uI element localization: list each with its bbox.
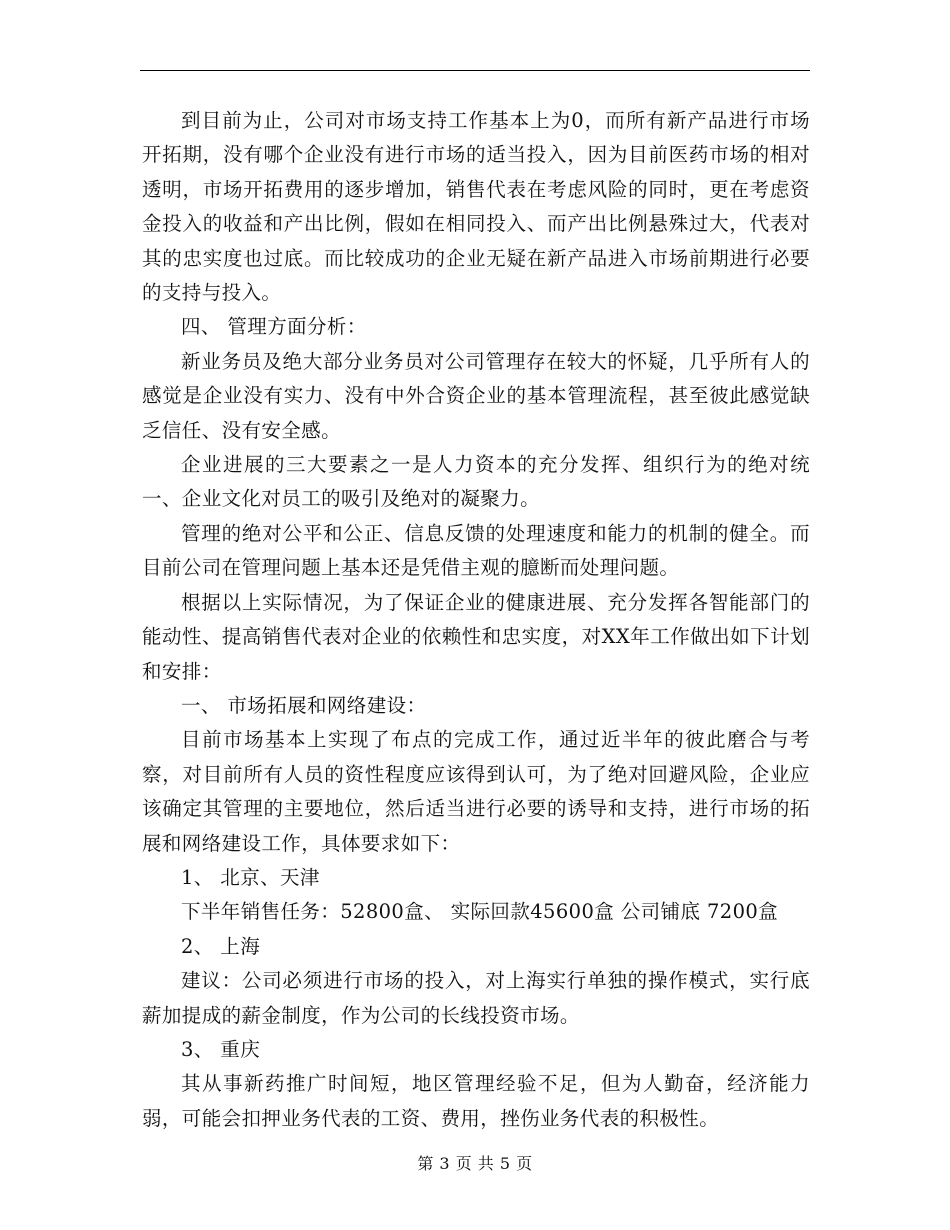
- document-body: [142, 104, 810, 1136]
- heading-beijing-tianjin: 1、 北京、天津: [181, 865, 320, 889]
- paragraph-plan-intro: 根据以上实际情况，为了保证企业的健康进展、充分发挥各智能部门的能动性、提高销售代表对企业的依赖性和忠实度，对XX年工作做出如下计划和安排：: [142, 590, 810, 683]
- page-number-footer: 第 3 页 共 5 页: [417, 1154, 533, 1173]
- paragraph-staff-doubts: 新业务员及绝大部分业务员对公司管理存在较大的怀疑，几乎所有人的感觉是企业没有实力、没有中外合资企业的基本管理流程，甚至彼此感觉缺乏信任、没有安全感。: [142, 349, 810, 442]
- paragraph-shanghai-suggestion: 建议：公司必须进行市场的投入，对上海实行单独的操作模式，实行底薪加提成的薪金制度，作为公司的长线投资市场。: [142, 969, 810, 1027]
- paragraph-sales-target: 下半年销售任务：52800盒、 实际回款45600盒 公司铺底 7200盒: [181, 900, 779, 924]
- paragraph-network-building: 目前市场基本上实现了布点的完成工作，通过近半年的彼此磨合与考察，对目前所有人员的资性程度应该得到认可，为了绝对回避风险，企业应该确定其管理的主要地位，然后适当进行必要的诱导和支持，进行市场的拓展和网络建设工作，具体要求如下：: [142, 728, 810, 855]
- heading-chongqing: 3、 重庆: [181, 1037, 261, 1061]
- header-rule: [140, 70, 810, 71]
- heading-market-expansion: 一、 市场拓展和网络建设：: [181, 693, 427, 717]
- paragraph-market-support: 到目前为止，公司对市场支持工作基本上为0，而所有新产品进行市场开拓期，没有哪个企业没有进行市场的适当投入，因为目前医药市场的相对透明，市场开拓费用的逐步增加，销售代表在考虑风险的同时，更在考虑资金投入的收益和产出比例，假如在相同投入、而产出比例悬殊过大，代表对其的忠实度也过底。而比较成功的企业无疑在新产品进入市场前期进行必要的支持与投入。: [142, 109, 810, 305]
- heading-management-analysis: 四、 管理方面分析：: [181, 315, 367, 339]
- paragraph-three-elements: 企业进展的三大要素之一是人力资本的充分发挥、组织行为的绝对统一、企业文化对员工的吸引及绝对的凝聚力。: [142, 453, 810, 511]
- heading-shanghai: 2、 上海: [181, 934, 261, 958]
- paragraph-management-fairness: 管理的绝对公平和公正、信息反馈的处理速度和能力的机制的健全。而目前公司在管理问题上基本还是凭借主观的臆断而处理问题。: [142, 521, 810, 580]
- paragraph-chongqing-notes: 其从事新药推广时间短，地区管理经验不足，但为人勤奋，经济能力弱，可能会扣押业务代表的工资、费用，挫伤业务代表的积极性。: [142, 1072, 810, 1130]
